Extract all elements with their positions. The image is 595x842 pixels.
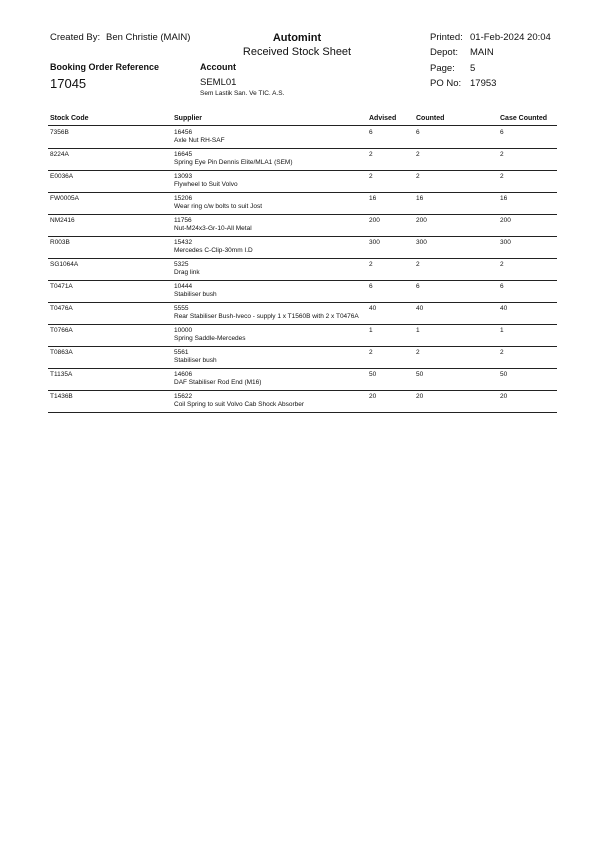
cell-case-counted: 16 bbox=[500, 195, 508, 202]
cell-code: 7356B bbox=[50, 129, 69, 136]
cell-supplier-code: 5325 bbox=[174, 261, 189, 268]
header-divider bbox=[48, 125, 557, 126]
cell-description: Stabiliser bush bbox=[174, 357, 217, 364]
cell-counted: 2 bbox=[416, 349, 420, 356]
cell-description: Axle Nut RH-SAF bbox=[174, 137, 225, 144]
cell-advised: 20 bbox=[369, 393, 377, 400]
table-row bbox=[0, 215, 595, 237]
cell-case-counted: 1 bbox=[500, 327, 504, 334]
cell-case-counted: 50 bbox=[500, 371, 508, 378]
cell-supplier-code: 14606 bbox=[174, 371, 193, 378]
cell-advised: 6 bbox=[369, 129, 373, 136]
cell-advised: 2 bbox=[369, 173, 373, 180]
row-divider bbox=[48, 412, 557, 413]
depot-label: Depot: bbox=[430, 47, 458, 58]
cell-code: 8224A bbox=[50, 151, 69, 158]
booking-ref-label: Booking Order Reference bbox=[50, 62, 160, 72]
table-row bbox=[0, 325, 595, 347]
cell-description: Flywheel to Suit Volvo bbox=[174, 181, 238, 188]
cell-counted: 6 bbox=[416, 283, 420, 290]
cell-advised: 2 bbox=[369, 261, 373, 268]
cell-advised: 300 bbox=[369, 239, 380, 246]
cell-supplier-code: 11756 bbox=[174, 217, 192, 224]
cell-case-counted: 2 bbox=[500, 261, 504, 268]
cell-code: T1135A bbox=[50, 371, 73, 378]
cell-description: Mercedes C-Clip-30mm I.D bbox=[174, 247, 253, 254]
cell-advised: 2 bbox=[369, 349, 373, 356]
cell-code: E0036A bbox=[50, 173, 74, 180]
cell-description: Spring Eye Pin Dennis Elite/MLA1 (SEM) bbox=[174, 159, 293, 166]
cell-case-counted: 300 bbox=[500, 239, 511, 246]
page-label: Page: bbox=[430, 63, 455, 74]
sheet-title: Received Stock Sheet bbox=[242, 46, 352, 58]
table-row bbox=[0, 149, 595, 171]
booking-ref-value: 17045 bbox=[50, 76, 87, 91]
cell-counted: 2 bbox=[416, 173, 420, 180]
col-supplier: Supplier bbox=[174, 115, 203, 122]
cell-description: Wear ring c/w bolts to suit Jost bbox=[174, 203, 263, 210]
printed-label: Printed: bbox=[430, 32, 463, 43]
cell-description: Nut-M24x3-Gr-10-All Metal bbox=[174, 225, 252, 232]
cell-counted: 300 bbox=[416, 239, 427, 246]
cell-advised: 40 bbox=[369, 305, 377, 312]
table-row bbox=[0, 303, 595, 325]
cell-code: T0471A bbox=[50, 283, 73, 290]
table-row bbox=[0, 259, 595, 281]
cell-advised: 1 bbox=[369, 327, 373, 334]
cell-advised: 50 bbox=[369, 371, 377, 378]
cell-code: T0476A bbox=[50, 305, 73, 312]
cell-description: DAF Stabiliser Rod End (M16) bbox=[174, 379, 262, 386]
account-code: SEML01 bbox=[200, 77, 237, 88]
cell-code: FW0005A bbox=[50, 195, 79, 202]
cell-advised: 200 bbox=[369, 217, 380, 224]
cell-code: SG1064A bbox=[50, 261, 79, 268]
table-row bbox=[0, 391, 595, 413]
col-advised: Advised bbox=[369, 115, 397, 122]
cell-supplier-code: 15206 bbox=[174, 195, 193, 202]
cell-supplier-code: 16456 bbox=[174, 129, 193, 136]
cell-description: Drag link bbox=[174, 269, 200, 276]
cell-description: Spring Saddle-Mercedes bbox=[174, 335, 246, 342]
cell-case-counted: 2 bbox=[500, 173, 504, 180]
cell-case-counted: 2 bbox=[500, 151, 504, 158]
cell-description: Stabiliser bush bbox=[174, 291, 217, 298]
cell-advised: 6 bbox=[369, 283, 373, 290]
cell-supplier-code: 10000 bbox=[174, 327, 193, 334]
company-name: Automint bbox=[272, 32, 322, 44]
cell-supplier-code: 15622 bbox=[174, 393, 193, 400]
cell-case-counted: 6 bbox=[500, 283, 504, 290]
cell-supplier-code: 5561 bbox=[174, 349, 189, 356]
cell-counted: 2 bbox=[416, 151, 420, 158]
created-by-value: Ben Christie (MAIN) bbox=[106, 32, 191, 43]
cell-supplier-code: 10444 bbox=[174, 283, 193, 290]
table-row bbox=[0, 347, 595, 369]
cell-counted: 6 bbox=[416, 129, 420, 136]
cell-advised: 2 bbox=[369, 151, 373, 158]
cell-counted: 20 bbox=[416, 393, 424, 400]
table-row bbox=[0, 369, 595, 391]
depot-value: MAIN bbox=[470, 47, 494, 58]
cell-code: T0863A bbox=[50, 349, 73, 356]
cell-case-counted: 40 bbox=[500, 305, 508, 312]
cell-counted: 2 bbox=[416, 261, 420, 268]
created-by-label: Created By: bbox=[50, 32, 101, 43]
cell-counted: 1 bbox=[416, 327, 420, 334]
printed-value: 01-Feb-2024 20:04 bbox=[470, 32, 551, 43]
cell-supplier-code: 16645 bbox=[174, 151, 193, 158]
cell-case-counted: 6 bbox=[500, 129, 504, 136]
cell-supplier-code: 15432 bbox=[174, 239, 193, 246]
cell-counted: 40 bbox=[416, 305, 424, 312]
table-row bbox=[0, 171, 595, 193]
cell-case-counted: 200 bbox=[500, 217, 511, 224]
table-row bbox=[0, 237, 595, 259]
cell-supplier-code: 13093 bbox=[174, 173, 193, 180]
cell-supplier-code: 5555 bbox=[174, 305, 189, 312]
col-case-counted: Case Counted bbox=[500, 115, 548, 122]
po-label: PO No: bbox=[430, 78, 462, 89]
cell-code: R003B bbox=[50, 239, 70, 246]
cell-code: T0766A bbox=[50, 327, 73, 334]
po-value: 17953 bbox=[470, 78, 497, 89]
cell-case-counted: 20 bbox=[500, 393, 508, 400]
page-value: 5 bbox=[470, 63, 476, 74]
cell-advised: 16 bbox=[369, 195, 377, 202]
cell-counted: 50 bbox=[416, 371, 424, 378]
account-name: Sem Lastik San. Ve TIC. A.S. bbox=[200, 90, 285, 97]
account-label: Account bbox=[200, 62, 236, 72]
table-row bbox=[0, 193, 595, 215]
cell-case-counted: 2 bbox=[500, 349, 504, 356]
table-row bbox=[0, 281, 595, 303]
cell-counted: 200 bbox=[416, 217, 427, 224]
cell-counted: 16 bbox=[416, 195, 424, 202]
cell-description: Coil Spring to suit Volvo Cab Shock Absorber bbox=[174, 401, 305, 408]
col-stock-code: Stock Code bbox=[50, 115, 89, 122]
col-counted: Counted bbox=[416, 115, 445, 122]
cell-code: T1436B bbox=[50, 393, 73, 400]
table-row bbox=[0, 127, 595, 149]
cell-description: Rear Stabiliser Bush-Iveco - supply 1 x T1560B with 2 x T0476A bbox=[174, 313, 359, 320]
cell-code: NM2416 bbox=[50, 217, 75, 224]
